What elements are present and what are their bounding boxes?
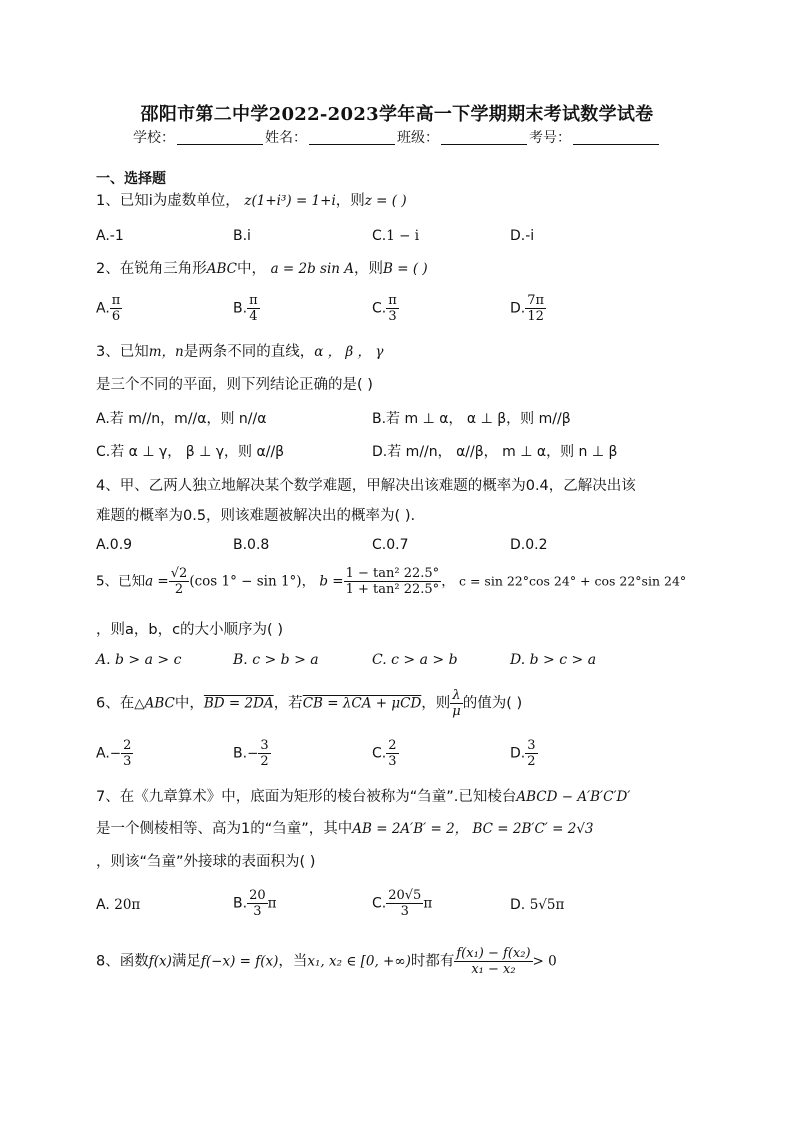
fraction-denominator: 1 + tan² 22.5°	[345, 582, 440, 597]
fraction-denominator: 2	[174, 582, 184, 597]
q6-option-c[interactable]	[372, 738, 399, 769]
q5-a-lhs: a =	[145, 573, 169, 590]
q4-option-d[interactable]: D.0.2	[510, 537, 548, 553]
q6-triangle: △ABC	[134, 695, 175, 712]
q1-option-d[interactable]: D.-i	[510, 228, 535, 244]
q1-option-c[interactable]	[372, 228, 419, 244]
question-2-stem	[96, 259, 428, 279]
fraction-denominator: 2	[527, 754, 536, 769]
q2-option-c-fraction	[386, 293, 399, 324]
fraction-denominator: 6	[111, 309, 121, 324]
question-4-line1: 4、甲、乙两人独立地解决某个数学难题，甲解决出该难题的概率为0.4，乙解决出该	[96, 478, 636, 494]
q6-option-b[interactable]	[233, 738, 271, 769]
fraction-denominator: μ	[452, 704, 461, 719]
q2-text-3: ，则	[354, 261, 384, 277]
fraction-denominator: x₁ − x₂	[471, 962, 516, 977]
fraction-numerator: 1 − tan² 22.5°	[345, 566, 440, 581]
class-blank[interactable]	[441, 129, 527, 145]
q6-vector-cb: CB = λCA + μCD	[302, 695, 422, 712]
q1-option-c-value: 1 − i	[386, 228, 420, 244]
question-7-line2	[96, 819, 594, 839]
q3-option-d[interactable]: D.若 m//n， α//β， m ⊥ α，则 n ⊥ β	[372, 444, 618, 460]
question-3-stem-line2: 是三个不同的平面，则下列结论正确的是( )	[96, 377, 373, 393]
q7-option-d[interactable]	[510, 897, 564, 913]
q6-option-a-fraction	[121, 738, 133, 769]
fraction-denominator: 3	[388, 309, 397, 324]
q1-answer-blank: z = ( )	[364, 193, 407, 209]
fraction-numerator: 20√5	[388, 888, 422, 903]
q5-option-d[interactable]: D. b > c > a	[510, 652, 597, 668]
fraction-numerator: 3	[260, 738, 269, 753]
q7-option-b-fraction	[247, 888, 268, 919]
fraction-denominator: 3	[253, 904, 262, 919]
q3-lines: m，n	[148, 344, 184, 360]
q2-option-b-label: B.	[233, 300, 248, 317]
q6-option-a-sign: −	[109, 745, 122, 762]
q4-option-c[interactable]: C.0.7	[372, 537, 409, 553]
q6-option-d-label: D.	[510, 745, 526, 762]
q6-text-2: 中，	[174, 695, 204, 712]
q6-text: 6、在	[96, 695, 135, 712]
q5-c-expression: c = sin 22°cos 24° + cos 22°sin 24°	[458, 573, 687, 589]
q7-frustum: ABCD − A′B′C′D′	[516, 789, 631, 805]
q7-conditions: AB = 2A′B′ = 2， BC = 2B′C′ = 2√3	[352, 821, 594, 837]
fraction-numerator: π	[249, 293, 258, 308]
q2-expression: a = 2b sin A	[270, 261, 355, 277]
fraction-numerator: f(x₁) − f(x₂)	[456, 946, 531, 961]
q6-vector-bd: BD = 2DA	[203, 695, 274, 712]
q7-option-c[interactable]: C. $\frac{20√5}{3}$ π	[372, 888, 433, 919]
q2-triangle: ABC	[206, 261, 237, 277]
q8-function: f(x)	[148, 953, 172, 970]
number-blank[interactable]	[573, 129, 659, 145]
q7-option-d-value: 5√5π	[529, 897, 565, 913]
class-label: 班级：	[397, 130, 439, 146]
q7-option-b-label: B.	[233, 895, 248, 912]
q2-option-a[interactable]	[96, 293, 122, 324]
q7-option-d-label: D.	[510, 897, 526, 913]
q7-option-b[interactable]: B. $\frac{20}{3}$ π	[233, 888, 277, 919]
q6-option-b-label: B.	[233, 745, 248, 762]
q1-option-b[interactable]: B.i	[233, 228, 251, 244]
school-blank[interactable]	[177, 129, 263, 145]
q7-option-a-value: 20π	[114, 897, 141, 913]
q6-lambda-over-mu	[450, 688, 462, 719]
q8-domain: x₁, x₂ ∈ [0, +∞)	[307, 953, 411, 970]
exam-title: 邵阳市第二中学2022-2023学年高一下学期期末考试数学试卷	[140, 104, 654, 125]
fraction-denominator: 3	[400, 904, 409, 919]
q2-answer-blank: B = ( )	[383, 261, 428, 277]
q8-text-4: 时都有	[410, 953, 455, 970]
fraction-denominator: 12	[527, 309, 544, 324]
fraction-denominator: 3	[388, 754, 397, 769]
q5-text: 5、已知	[96, 573, 146, 590]
q7-option-c-fraction	[386, 888, 423, 919]
q2-option-a-fraction	[110, 293, 123, 324]
q2-text-2: 中，	[236, 261, 266, 277]
q7-text: 7、在《九章算术》中，底面为矩形的棱台被称为“刍童”.已知棱台	[96, 789, 517, 805]
q1-text-2: ，则	[335, 193, 365, 209]
q6-option-c-label: C.	[372, 745, 387, 762]
q1-text: 1、已知i为虚数单位，	[96, 193, 240, 209]
school-label: 学校：	[133, 130, 175, 146]
q3-option-a[interactable]: A.若 m//n，m//α，则 n//α	[96, 411, 267, 427]
q8-text: 8、函数	[96, 953, 149, 970]
q5-option-a[interactable]: A. b > a > c	[96, 652, 182, 668]
q2-option-d-fraction	[525, 293, 546, 324]
question-5-stem: 5、已知a = $\frac{√2}{2}$ (cos 1° − sin 1°)， b = $\frac{\text{1 − tan² 22.5°}}{\text{1 + tan² 22.5°}}$ ， c = sin 22°cos 24° + cos 22°sin 24°	[96, 566, 687, 597]
fraction-denominator: 4	[249, 309, 258, 324]
q2-option-c-label: C.	[372, 300, 387, 317]
q2-option-a-label: A.	[96, 300, 110, 317]
fraction-denominator: 3	[123, 754, 132, 769]
q3-option-c[interactable]: C.若 α ⊥ γ， β ⊥ γ，则 α//β	[96, 444, 285, 460]
q1-option-c-label: C.	[372, 228, 387, 244]
name-blank[interactable]	[309, 129, 395, 145]
q2-option-c[interactable]	[372, 293, 399, 324]
q6-option-d[interactable]	[510, 738, 538, 769]
question-8-stem	[96, 946, 557, 977]
q5-option-b[interactable]: B. c > b > a	[233, 652, 319, 668]
q2-text: 2、在锐角三角形	[96, 261, 207, 277]
fraction-numerator: π	[388, 293, 397, 308]
number-label: 考号：	[529, 130, 571, 146]
q8-text-2: 满足	[171, 953, 201, 970]
fraction-denominator: 2	[260, 754, 269, 769]
q4-option-a[interactable]: A.0.9	[96, 537, 133, 553]
fraction-numerator: √2	[170, 566, 188, 581]
q5-b-lhs: b =	[319, 573, 344, 590]
question-5-line2: ，则a，b，c的大小顺序为( )	[96, 622, 283, 638]
q6-option-a[interactable]	[96, 738, 133, 769]
q3-text: 3、已知	[96, 344, 149, 360]
fraction-numerator: λ	[452, 688, 461, 703]
question-3-stem	[96, 342, 383, 362]
q6-option-a-label: A.	[96, 745, 110, 762]
question-4-line2: 难题的概率为0.5，则该难题被解决出的概率为( ).	[96, 508, 416, 524]
q3-text-2: 是两条不同的直线，	[183, 344, 315, 360]
q5-a-fraction	[169, 566, 190, 597]
q2-option-d[interactable]	[510, 293, 546, 324]
fraction-numerator: 7π	[527, 293, 545, 308]
fraction-numerator: 2	[123, 738, 132, 753]
name-label: 姓名：	[265, 130, 307, 146]
q3-planes: α ， β ， γ	[314, 344, 384, 360]
q5-option-c[interactable]: C. c > a > b	[372, 652, 458, 668]
q7-option-c-label: C.	[372, 895, 387, 912]
q7-text-2: 是一个侧棱相等、高为1的“刍童”，其中	[96, 821, 353, 837]
q1-option-a[interactable]: A.-1	[96, 228, 124, 244]
q6-text-3: ，若	[273, 695, 303, 712]
student-info-line	[0, 127, 794, 147]
q6-option-b-fraction	[258, 738, 270, 769]
q8-inequality: > 0	[532, 953, 557, 970]
q7-option-a-label: A.	[96, 897, 110, 913]
q3-option-b[interactable]: B.若 m ⊥ α， α ⊥ β，则 m//β	[372, 411, 571, 427]
q8-even-condition: f(−x) = f(x)	[200, 953, 279, 970]
q6-text-5: 的值为( )	[462, 695, 523, 712]
q6-option-c-fraction	[386, 738, 398, 769]
q4-option-b[interactable]: B.0.8	[233, 537, 270, 553]
question-7-line1	[96, 787, 630, 807]
q2-option-b[interactable]	[233, 293, 260, 324]
q6-option-b-sign: −	[247, 745, 259, 762]
q6-text-4: ，则	[421, 695, 451, 712]
q2-option-d-label: D.	[510, 300, 526, 317]
q5-b-fraction	[344, 566, 442, 597]
q1-expression: z(1+i³) = 1+i	[244, 193, 336, 209]
fraction-numerator: 20	[249, 888, 266, 903]
q8-difference-quotient	[454, 946, 532, 977]
question-1-stem	[96, 191, 407, 211]
q7-option-a[interactable]	[96, 897, 140, 913]
q6-option-d-fraction	[525, 738, 537, 769]
question-7-line3: ，则该“刍童”外接球的表面积为( )	[96, 854, 316, 870]
fraction-numerator: π	[111, 293, 121, 308]
question-6-stem	[96, 688, 522, 719]
q8-text-3: ，当	[278, 953, 308, 970]
section-heading: 一、选择题	[96, 171, 166, 187]
fraction-numerator: 2	[388, 738, 397, 753]
q5-a-rest: (cos 1° − sin 1°)	[189, 573, 302, 590]
q2-option-b-fraction	[247, 293, 260, 324]
fraction-numerator: 3	[527, 738, 536, 753]
